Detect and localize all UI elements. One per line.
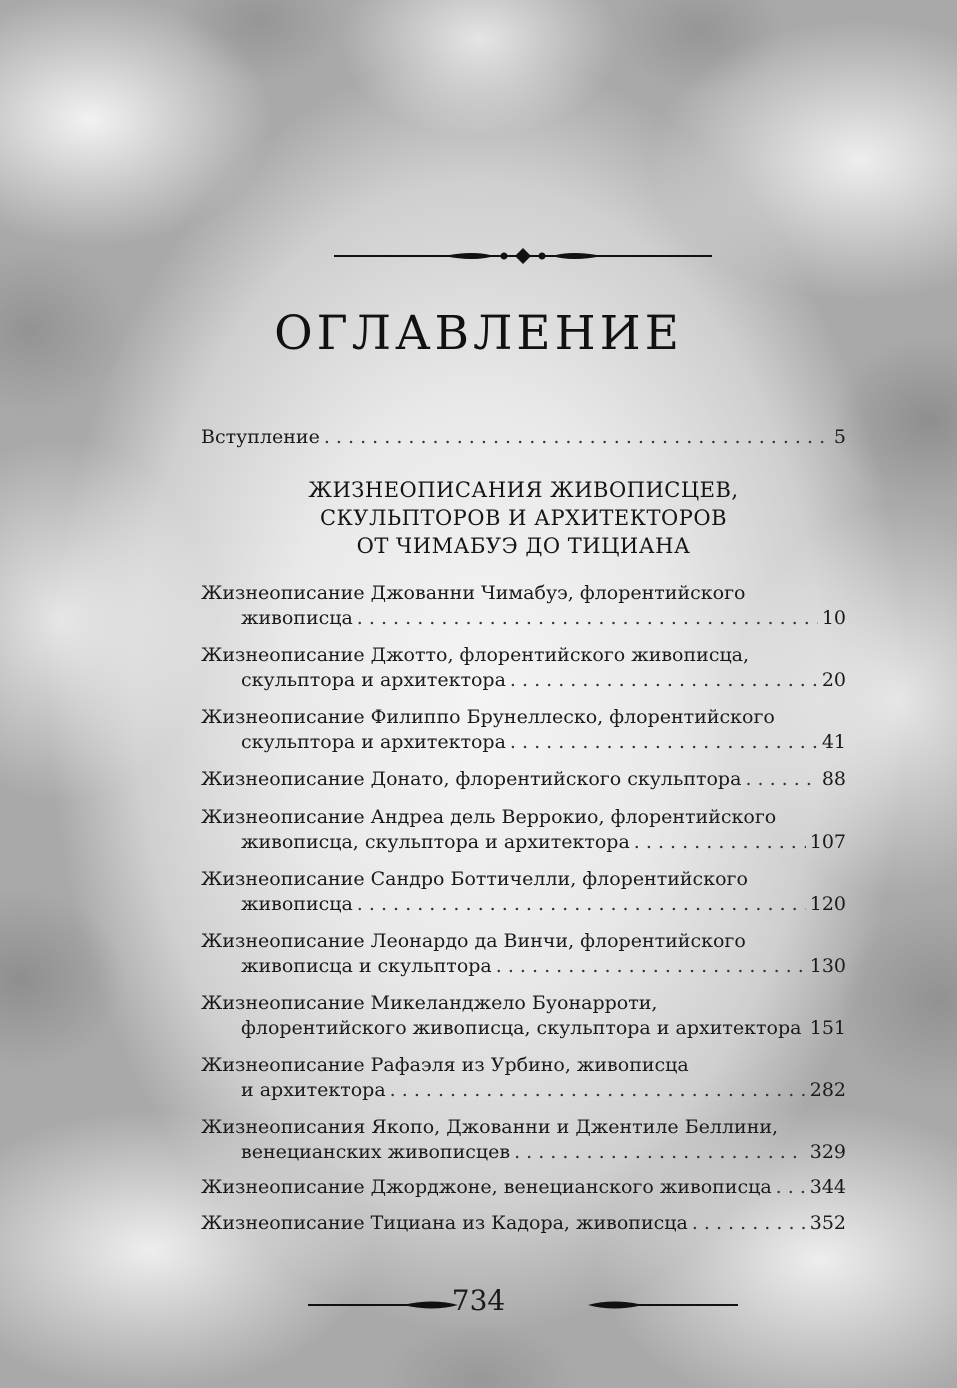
toc-entry-page: 352: [809, 1212, 846, 1234]
toc-entry-page: 120: [809, 893, 846, 915]
toc-entry-line: [201, 928, 846, 954]
toc-entry-line: [241, 891, 846, 917]
toc-entry-title-cont: живописца и скульптора: [241, 955, 492, 977]
page-number: 734: [451, 1284, 506, 1317]
toc-entry-page: 329: [809, 1141, 846, 1163]
toc-entry-title: Жизнеописание Донато, флорентийского скульптора: [201, 768, 742, 790]
section-heading-line: ОТ ЧИМАБУЭ ДО ТИЦИАНА: [356, 534, 691, 558]
toc-entry-page: 282: [809, 1079, 846, 1101]
toc-entry-title-cont: живописца: [241, 607, 353, 629]
leader-dots: [390, 1077, 806, 1103]
toc-entry-line: [201, 1052, 846, 1078]
toc-entry-title: Жизнеописание Филиппо Брунеллеско, флорентийского: [201, 706, 775, 728]
section-heading-line: СКУЛЬПТОРОВ И АРХИТЕКТОРОВ: [319, 506, 728, 530]
toc-entry-title: Жизнеописание Джованни Чимабуэ, флорентийского: [201, 582, 746, 604]
leader-dots: [510, 729, 818, 755]
toc-entry-page: 107: [809, 831, 846, 853]
toc-entry-page: 10: [821, 607, 846, 629]
toc-entry-title: Жизнеописание Андреа дель Веррокио, флорентийского: [201, 806, 777, 828]
toc-entry-line: [241, 1077, 846, 1103]
leader-dots: [357, 891, 806, 917]
page-title: ОГЛАВЛЕНИЕ: [274, 306, 683, 361]
toc-entry-title-cont: и архитектора: [241, 1079, 386, 1101]
toc-entry-line: [241, 605, 846, 631]
toc-entry-title-cont: живописца: [241, 893, 353, 915]
toc-entry-title: Жизнеописание Тициана из Кадора, живописца: [201, 1212, 688, 1234]
toc-entry-title: Вступление: [201, 426, 320, 448]
toc-entry-line: [201, 580, 846, 606]
toc-entry-line: [241, 729, 846, 755]
leader-dots: [776, 1174, 806, 1200]
leader-dots: [514, 1139, 806, 1165]
toc-entry-line: [241, 953, 846, 979]
toc-entry-line: [201, 642, 846, 668]
toc-entry-line: [201, 1114, 846, 1140]
toc-entry-line: [201, 990, 846, 1016]
section-heading: [201, 476, 846, 560]
toc-entry-page: 20: [821, 669, 846, 691]
toc-entry-title: Жизнеописание Джотто, флорентийского живописца,: [201, 644, 750, 666]
toc-entry-page: 151: [809, 1017, 846, 1039]
footer-ornament-right: [588, 1295, 738, 1315]
toc-entry-page: 130: [809, 955, 846, 977]
toc-entry-line: [241, 667, 846, 693]
toc-entry-title-cont: скульптора и архитектора: [241, 669, 506, 691]
leader-dots: [357, 605, 818, 631]
leader-dots: [510, 667, 818, 693]
leader-dots: [496, 953, 806, 979]
leader-dots: [634, 829, 806, 855]
toc-entry-title-cont: скульптора и архитектора: [241, 731, 506, 753]
toc-entry-page: 5: [833, 426, 846, 448]
toc-entry-page: 88: [821, 768, 846, 790]
toc-entry-line: [241, 1139, 846, 1165]
toc-entry-line: [201, 766, 846, 792]
toc-entry-line: [201, 1210, 846, 1236]
toc-entry-title-cont: венецианских живописцев: [241, 1141, 511, 1163]
toc-entry-page: 344: [809, 1176, 846, 1198]
toc-entry-line: [201, 704, 846, 730]
leader-dots: [745, 766, 817, 792]
toc-entry-title: Жизнеописание Микеланджело Буонарроти,: [201, 992, 658, 1014]
toc-entry-line: [201, 804, 846, 830]
toc-entry-title-cont: флорентийского живописца, скульптора и архитектора: [241, 1017, 802, 1039]
toc-entry-line: [201, 1174, 846, 1200]
toc-entry-title-cont: живописца, скульптора и архитектора: [241, 831, 630, 853]
toc-entry-intro: [201, 424, 846, 450]
leader-dots: [692, 1210, 806, 1236]
toc-entry-line: [241, 829, 846, 855]
toc-entry-title: Жизнеописание Леонардо да Винчи, флорентийского: [201, 930, 746, 952]
leader-dots: [324, 424, 830, 450]
section-heading-line: ЖИЗНЕОПИСАНИЯ ЖИВОПИСЦЕВ,: [308, 478, 739, 502]
toc-entry-line: [241, 1015, 846, 1041]
toc-entry-title: Жизнеописание Джорджоне, венецианского живописца: [201, 1176, 772, 1198]
title-ornament: [334, 246, 712, 266]
toc-entry-title: Жизнеописание Сандро Боттичелли, флорентийского: [201, 868, 748, 890]
toc-entry-page: 41: [821, 731, 846, 753]
toc-entry-line: [201, 866, 846, 892]
toc-entry-title: Жизнеописания Якопо, Джованни и Джентиле Беллини,: [201, 1116, 779, 1138]
toc-entry-title: Жизнеописание Рафаэля из Урбино, живописца: [201, 1054, 689, 1076]
